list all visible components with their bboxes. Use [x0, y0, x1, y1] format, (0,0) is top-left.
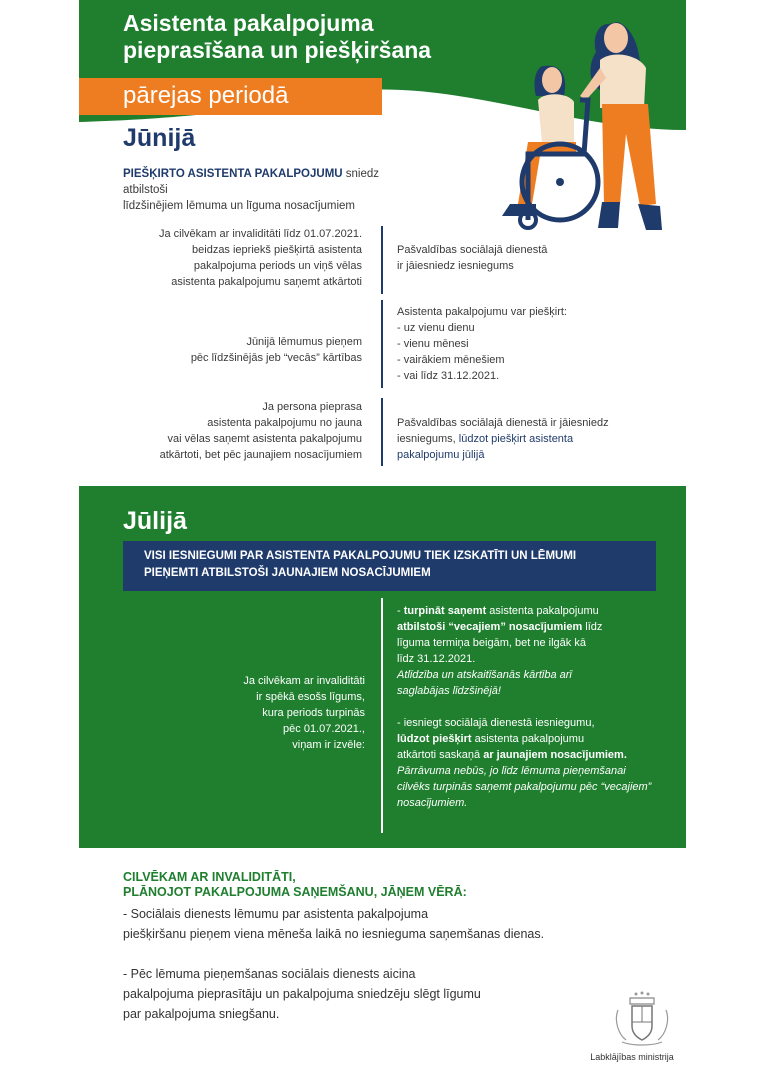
text-line: Ja persona pieprasa [262, 401, 362, 413]
june-row3-left [130, 399, 362, 463]
june-row2-right [397, 304, 647, 384]
italic-text: nosacījumiem. [397, 797, 468, 809]
text-line: līdz 31.12.2021. [397, 653, 476, 665]
text-line: atkārtoti, bet pēc jaunajiem nosacījumiem [159, 449, 362, 461]
text-line: pakalpojuma periods un viņš vēlas [193, 260, 362, 272]
july-banner-text [144, 548, 644, 582]
text-line: Ja cilvēkam ar invaliditāti [243, 675, 365, 687]
text-line: pakalpojuma pieprasītāju un pakalpojuma sniedzēju slēgt līgumu [123, 987, 481, 1001]
highlight-text: lūdzot piešķirt asistenta [458, 433, 574, 445]
text-line: vai vēlas saņemt asistenta pakalpojumu [167, 433, 362, 445]
text-line: Pašvaldības sociālajā dienestā ir jāiesniedz [397, 417, 609, 429]
june-intro-line2: līdzšinējiem lēmuma un līguma nosacījumiem [123, 200, 356, 212]
bold-text: atbilstoši “vecajiem” nosacījumiem [397, 621, 583, 633]
divider-line [381, 300, 383, 388]
italic-text: Pārrāvuma nebūs, jo līdz lēmuma pieņemšanai [397, 765, 626, 777]
text-line: ir jāiesniedz iesniegums [397, 260, 514, 272]
june-intro-bold: PIEŠĶIRTO ASISTENTA PAKALPOJUMU [123, 168, 343, 180]
text-line: Jūnijā lēmumus pieņem [246, 336, 362, 348]
text: līdz [582, 621, 603, 633]
june-intro-rest: sniedz atbilstoši [123, 168, 380, 196]
text-line: asistenta pakalpojumu no jauna [207, 417, 362, 429]
july-heading: Jūlijā [123, 507, 187, 535]
title-line-2: pieprasīšana un piešķiršana [123, 37, 432, 63]
june-row3-right [397, 415, 657, 463]
coat-of-arms-icon [612, 990, 672, 1048]
text-line: kura periods turpinās [262, 707, 365, 719]
text-line: Asistenta pakalpojumu var piešķirt: [397, 306, 567, 318]
subtitle-text: pārejas periodā [123, 82, 289, 109]
text-line: Pašvaldības sociālajā dienestā [397, 244, 548, 256]
bold-text: lūdzot piešķirt [397, 733, 472, 745]
june-row1-left [130, 226, 362, 290]
subtitle-banner [79, 78, 382, 115]
text-line: par pakalpojuma sniegšanu. [123, 1007, 280, 1021]
june-row2-left [130, 334, 362, 366]
banner-line: VISI IESNIEGUMI PAR ASISTENTA PAKALPOJUMU TIEK IZSKATĪTI UN LĒMUMI [144, 550, 577, 562]
text-line: līguma termiņa beigām, bet ne ilgāk kā [397, 637, 586, 649]
text: atkārtoti saskaņā [397, 749, 484, 761]
july-banner [123, 541, 656, 591]
list-item: - vienu mēnesi [397, 338, 469, 350]
june-row1-right [397, 242, 647, 274]
text-line: pēc līdzšinējās jeb “vecās” kārtības [190, 352, 362, 364]
list-item: - uz vienu dienu [397, 322, 475, 334]
june-intro [123, 166, 423, 214]
text-line: - Sociālais dienests lēmumu par asistenta pakalpojuma [123, 907, 429, 921]
bold-text: turpināt saņemt [403, 605, 487, 617]
italic-text: saglabājas līdzšinējā! [397, 685, 501, 697]
wheelchair-illustration [488, 4, 678, 236]
text: - [397, 605, 404, 617]
bold-text: ar jaunajiem nosacījumiem. [483, 749, 627, 761]
text-line: piešķiršanu pieņem viena mēneša laikā no iesnieguma saņemšanas dienas. [123, 927, 545, 941]
text-line: viņam ir izvēle: [292, 739, 365, 751]
bottom-paragraph-2 [123, 964, 583, 1024]
text: asistenta pakalpojumu [486, 605, 599, 617]
list-item: - vairākiem mēnešiem [397, 354, 505, 366]
list-item: - vai līdz 31.12.2021. [397, 370, 500, 382]
italic-text: cilvēks turpinās saņemt pakalpojumu pēc “vecajiem” [397, 781, 652, 793]
heading-line: CILVĒKAM AR INVALIDITĀTI, [123, 870, 296, 884]
june-heading: Jūnijā [123, 124, 196, 152]
heading-line: PLĀNOJOT PAKALPOJUMA SAŅEMŠANU, JĀŅEM VĒRĀ: [123, 885, 467, 899]
text: asistenta pakalpojumu [471, 733, 585, 745]
text-line: - Pēc lēmuma pieņemšanas sociālais dienests aicina [123, 967, 416, 981]
divider-line [381, 398, 383, 466]
july-option-1 [397, 603, 677, 699]
divider-line [381, 598, 383, 833]
text-line: asistenta pakalpojumu saņemt atkārtoti [171, 276, 362, 288]
text-line: - iesniegt sociālajā dienestā iesniegumu, [397, 717, 595, 729]
divider-line [381, 226, 383, 294]
page-title [123, 10, 543, 64]
bottom-paragraph-1 [123, 904, 643, 944]
text-line: pēc 01.07.2021., [283, 723, 365, 735]
banner-line: PIEŅEMTI ATBILSTOŠI JAUNAJIEM NOSACĪJUMIEM [144, 567, 431, 579]
text-line: beidzas iepriekš piešķirtā asistenta [192, 244, 362, 256]
july-option-2 [397, 715, 682, 811]
logo-text: Labklājības ministrija [590, 1052, 674, 1062]
bottom-heading [123, 870, 467, 900]
highlight-text: pakalpojumu jūlijā [397, 449, 485, 461]
text-line: ir spēkā esošs līgums, [256, 691, 365, 703]
july-left-text [205, 673, 365, 753]
text-line: iesniegums, [397, 433, 459, 445]
title-line-1: Asistenta pakalpojuma [123, 10, 374, 36]
text-line: Ja cilvēkam ar invaliditāti līdz 01.07.2021. [159, 228, 362, 240]
ministry-logo [582, 990, 682, 1065]
italic-text: Atlīdzība un atskaitīšanās kārtība arī [397, 669, 572, 681]
